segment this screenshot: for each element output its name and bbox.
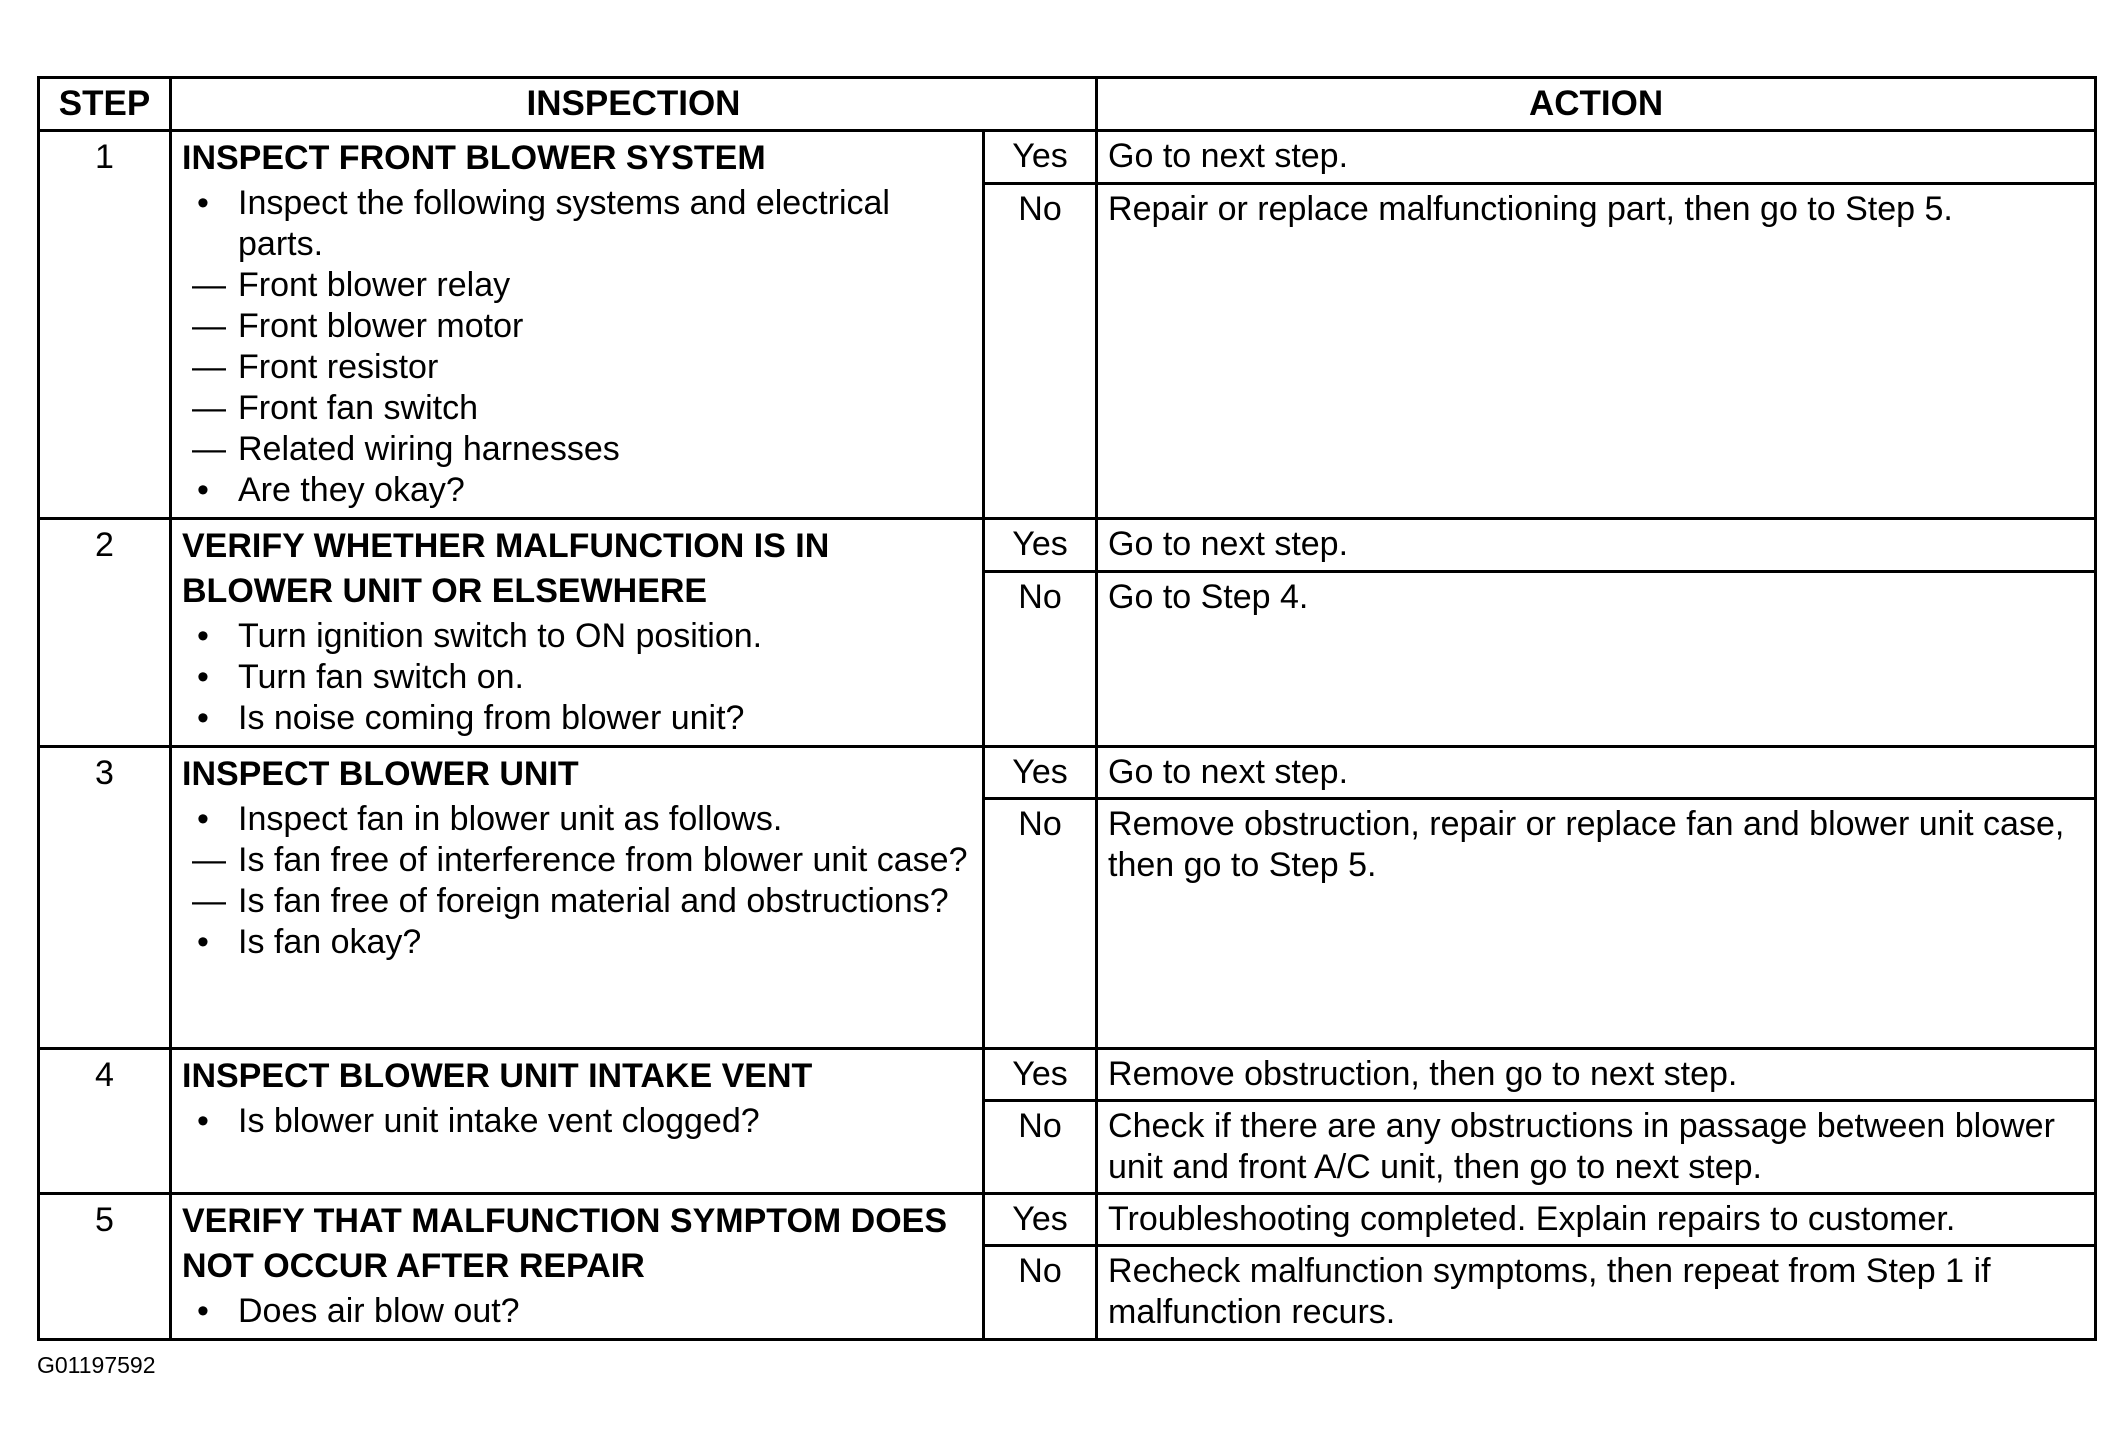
step-number: 4 [39,1049,171,1194]
dash-item [192,429,972,470]
dash-item [192,840,972,881]
dash-text: Front blower motor [238,307,524,345]
bullet-text: Turn fan switch on. [238,658,524,696]
step-number: 3 [39,747,171,1049]
no-label: No [984,572,1097,747]
bullet-text: Is fan okay? [238,923,422,961]
dash-text: Is fan free of interference from blower unit case? [238,841,968,879]
table-row [39,1194,2096,1246]
bullet-item [182,183,972,470]
sub-items [238,265,972,470]
yes-label: Yes [984,519,1097,572]
inspection-bullets [182,616,972,739]
inspection-bullets [182,183,972,511]
step-number: 1 [39,131,171,519]
no-action: Recheck malfunction symptoms, then repeat from Step 1 if malfunction recurs. [1097,1246,2096,1340]
bullet-item [182,698,972,739]
no-label: No [984,1246,1097,1340]
dash-item [192,265,972,306]
yes-label: Yes [984,1049,1097,1101]
bullet-item [182,616,972,657]
table-row [39,747,2096,799]
inspection-title: INSPECT FRONT BLOWER SYSTEM [182,139,766,177]
no-action: Repair or replace malfunctioning part, then go to Step 5. [1097,183,2096,518]
table-row [39,519,2096,572]
inspection-title: VERIFY WHETHER MALFUNCTION IS IN BLOWER UNIT OR ELSEWHERE [182,527,830,610]
inspection-title: INSPECT BLOWER UNIT [182,755,579,793]
inspection-cell [171,131,984,519]
yes-action: Go to next step. [1097,747,2096,799]
no-label: No [984,799,1097,1049]
inspection-cell [171,1194,984,1340]
bullet-item [182,657,972,698]
figure-code: G01197592 [37,1352,156,1378]
table-header-row [39,78,2096,131]
header-inspection: INSPECTION [171,78,1097,131]
yes-action: Go to next step. [1097,519,2096,572]
dash-item [192,881,972,922]
bullet-text: Inspect the following systems and electrical parts. [238,184,890,263]
inspection-cell [171,747,984,1049]
table-row [39,131,2096,184]
step-number: 5 [39,1194,171,1340]
header-step: STEP [39,78,171,131]
yes-label: Yes [984,747,1097,799]
dash-item [192,388,972,429]
dash-item [192,347,972,388]
bullet-text: Are they okay? [238,471,465,509]
no-action: Check if there are any obstructions in passage between blower unit and front A/C unit, then go to next step. [1097,1101,2096,1194]
dash-text: Front resistor [238,348,439,386]
no-label: No [984,1101,1097,1194]
bullet-item [182,922,972,963]
yes-action: Remove obstruction, then go to next step. [1097,1049,2096,1101]
inspection-cell [171,1049,984,1194]
bullet-item [182,470,972,511]
table-row [39,1049,2096,1101]
dash-item [192,306,972,347]
no-action: Remove obstruction, repair or replace fan and blower unit case, then go to Step 5. [1097,799,2096,1049]
sub-items [238,840,972,922]
no-action: Go to Step 4. [1097,572,2096,747]
bullet-item [182,1291,972,1332]
inspection-cell [171,519,984,747]
bullet-text: Does air blow out? [238,1292,520,1330]
step-number: 2 [39,519,171,747]
diagnostic-table [37,76,2097,1341]
bullet-item [182,799,972,922]
yes-action: Go to next step. [1097,131,2096,184]
dash-text: Front fan switch [238,389,478,427]
header-action: ACTION [1097,78,2096,131]
yes-label: Yes [984,131,1097,184]
dash-text: Related wiring harnesses [238,430,620,468]
bullet-text: Inspect fan in blower unit as follows. [238,800,783,838]
inspection-bullets [182,1101,972,1142]
yes-label: Yes [984,1194,1097,1246]
inspection-title: INSPECT BLOWER UNIT INTAKE VENT [182,1057,813,1095]
dash-text: Is fan free of foreign material and obstructions? [238,882,949,920]
bullet-text: Is blower unit intake vent clogged? [238,1102,760,1140]
inspection-bullets [182,1291,972,1332]
bullet-text: Turn ignition switch to ON position. [238,617,763,655]
inspection-bullets [182,799,972,963]
bullet-text: Is noise coming from blower unit? [238,699,745,737]
yes-action: Troubleshooting completed. Explain repairs to customer. [1097,1194,2096,1246]
inspection-title: VERIFY THAT MALFUNCTION SYMPTOM DOES NOT OCCUR AFTER REPAIR [182,1202,948,1285]
bullet-item [182,1101,972,1142]
dash-text: Front blower relay [238,266,511,304]
no-label: No [984,183,1097,518]
